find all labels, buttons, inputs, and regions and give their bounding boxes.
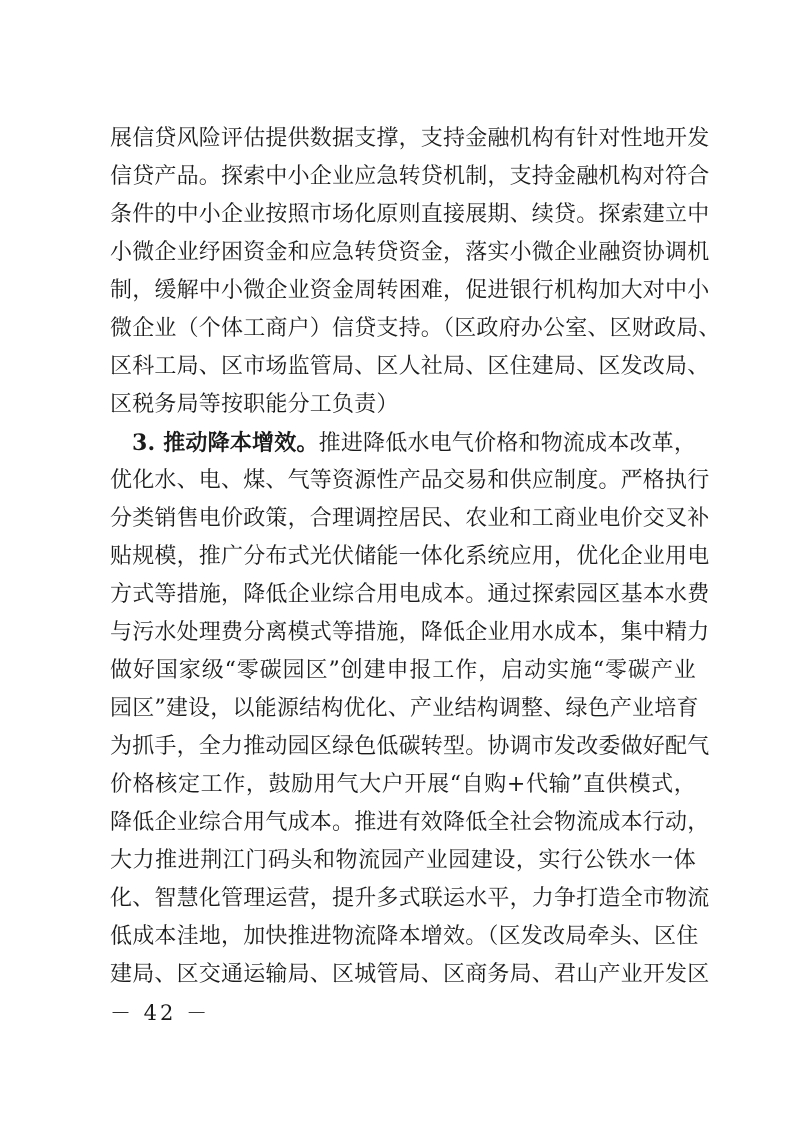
- paragraph-line: 价格核定工作，鼓励用气大户开展“自购+代输”直供模式，: [110, 772, 696, 797]
- paragraph-line: 区税务局等按职能分工负责）: [110, 392, 399, 417]
- paragraph-line: 降低企业综合用气成本。推进有效降低全社会物流成本行动，: [110, 810, 710, 835]
- section-first-line-text: 推进降低水电气价格和物流成本改革，: [318, 431, 697, 456]
- paragraph-line: 条件的中小企业按照市场化原则直接展期、续贷。探索建立中: [110, 202, 710, 227]
- paragraph-line: 信贷产品。探索中小企业应急转贷机制，支持金融机构对符合: [110, 164, 710, 189]
- paragraph-line: 小微企业纾困资金和应急转贷资金，落实小微企业融资协调机: [110, 240, 710, 265]
- paragraph-line: 园区”建设，以能源结构优化、产业结构调整、绿色产业培育: [110, 696, 699, 721]
- paragraph-line: 建局、区交通运输局、区城管局、区商务局、君山产业开发区: [110, 962, 710, 987]
- paragraph-line: 做好国家级“零碳园区”创建申报工作，启动实施“零碳产业: [110, 658, 696, 683]
- paragraph-line: 为抓手，全力推动园区绿色低碳转型。协调市发改委做好配气: [110, 734, 710, 759]
- paragraph-line: 大力推进荆江门码头和物流园产业园建设，实行公铁水一体: [110, 848, 696, 873]
- paragraph-line: 微企业（个体工商户）信贷支持。（区政府办公室、区财政局、: [110, 316, 721, 341]
- body-text: [110, 120, 721, 994]
- section-first-line: [110, 424, 696, 462]
- paragraph-line: 化、智慧化管理运营，提升多式联运水平，力争打造全市物流: [110, 886, 710, 911]
- paragraph-line: 分类销售电价政策，合理调控居民、农业和工商业电价交叉补: [110, 506, 710, 531]
- paragraph-line: 方式等措施，降低企业综合用电成本。通过探索园区基本水费: [110, 582, 710, 607]
- page-number: － 42 －: [110, 1001, 211, 1025]
- paragraph-line: 与污水处理费分离模式等措施，降低企业用水成本，集中精力: [110, 620, 710, 645]
- paragraph-line: 制，缓解中小微企业资金周转困难，促进银行机构加大对中小: [110, 278, 710, 303]
- paragraph-line: 区科工局、区市场监管局、区人社局、区住建局、区发改局、: [110, 354, 710, 379]
- section-heading: 3. 推动降本增效。: [132, 430, 319, 456]
- paragraph-line: 展信贷风险评估提供数据支撑，支持金融机构有针对性地开发: [110, 126, 710, 151]
- paragraph-line: 贴规模，推广分布式光伏储能一体化系统应用，优化企业用电: [110, 544, 710, 569]
- paragraph-line: 优化水、电、煤、气等资源性产品交易和供应制度。严格执行: [110, 468, 710, 493]
- paragraph-line: 低成本洼地，加快推进物流降本增效。（区发改局牵头、区住: [110, 924, 699, 949]
